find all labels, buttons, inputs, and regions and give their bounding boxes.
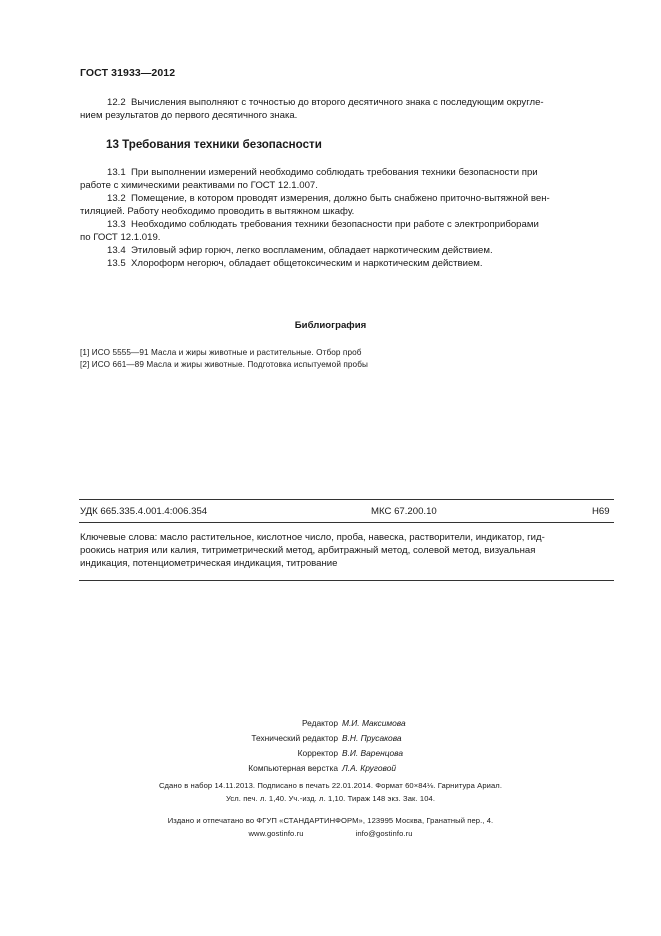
paragraph-13-3: 13.3 Необходимо соблюдать требования техники безопасности при работе с электроприборами по ГОСТ 12.1.019.	[80, 219, 539, 244]
paragraph-number: 13.3	[107, 219, 126, 230]
bibliography-item: [1] ИСО 5555—91 Масла и жиры животные и растительные. Отбор проб	[80, 348, 362, 357]
paragraph-number: 12.2	[107, 97, 126, 108]
email-link[interactable]: info@gostinfo.ru	[355, 829, 413, 838]
paragraph-number: 13.2	[107, 193, 126, 204]
paragraph-12-2: 12.2 Вычисления выполняют с точностью до второго десятичного знака с последующим округле- нием результатов до первого десятичного знака.	[80, 97, 544, 122]
divider	[79, 522, 614, 523]
section-13-title: 13 Требования техники безопасности	[106, 138, 322, 151]
publisher-line: Издано и отпечатано во ФГУП «СТАНДАРТИНФОРМ», 123995 Москва, Гранатный пер., 4.	[167, 816, 494, 825]
credits	[0, 716, 661, 776]
credit-layout: Компьютерная верстка Л.А. Круговой	[248, 763, 397, 773]
paragraph-number: 13.4	[107, 245, 126, 256]
bibliography-title: Библиография	[294, 320, 367, 331]
credit-editor: Редактор М.И. Максимова	[301, 718, 406, 728]
paragraph-13-4: 13.4 Этиловый эфир горюч, легко воспламеним, обладает наркотическим действием.	[107, 245, 493, 256]
paragraph-13-2: 13.2 Помещение, в котором проводят измерения, должно быть снабжено приточно-вытяжной вен- тиляцией. Работу необходимо проводить в вытяжном шкафу.	[80, 193, 550, 218]
imprint-line: Сдано в набор 14.11.2013. Подписано в печать 22.01.2014. Формат 60×84⅛. Гарнитура Ариал.	[158, 781, 503, 790]
paragraph-number: 13.5	[107, 258, 126, 269]
keywords: Ключевые слова: масло растительное, кислотное число, проба, навеска, растворители, индикатор, гид- роокись натрия или калия, титриметрический метод, арбитражный метод, солевой метод, визуальная индикация, потенциометрическая индикация, титрование	[80, 532, 545, 570]
divider	[79, 580, 614, 581]
credit-tech-editor: Технический редактор В.Н. Прусакова	[251, 733, 402, 743]
bibliography-item: [2] ИСО 661—89 Масла и жиры животные. Подготовка испытуемой пробы	[80, 360, 368, 369]
paragraph-13-5: 13.5 Хлороформ негорюч, обладает общетоксическим и наркотическим действием.	[107, 258, 483, 269]
contacts-line	[0, 829, 661, 838]
okstu-code: Н69	[592, 506, 610, 517]
website-link[interactable]: www.gostinfo.ru	[248, 829, 304, 838]
divider	[79, 499, 614, 500]
udk-code: УДК 665.335.4.001.4:006.354	[80, 506, 208, 517]
paragraph-13-1: 13.1 При выполнении измерений необходимо соблюдать требования техники безопасности при работе с химическими реактивами по ГОСТ 12.1.007.	[80, 167, 538, 192]
imprint-line: Усл. печ. л. 1,40. Уч.-изд. л. 1,10. Тираж 148 экз. Зак. 104.	[225, 794, 436, 803]
document-header: ГОСТ 31933—2012	[80, 67, 176, 79]
paragraph-number: 13.1	[107, 167, 126, 178]
credit-proofreader: Корректор В.И. Варенцова	[297, 748, 404, 758]
mks-code: МКС 67.200.10	[371, 506, 437, 517]
